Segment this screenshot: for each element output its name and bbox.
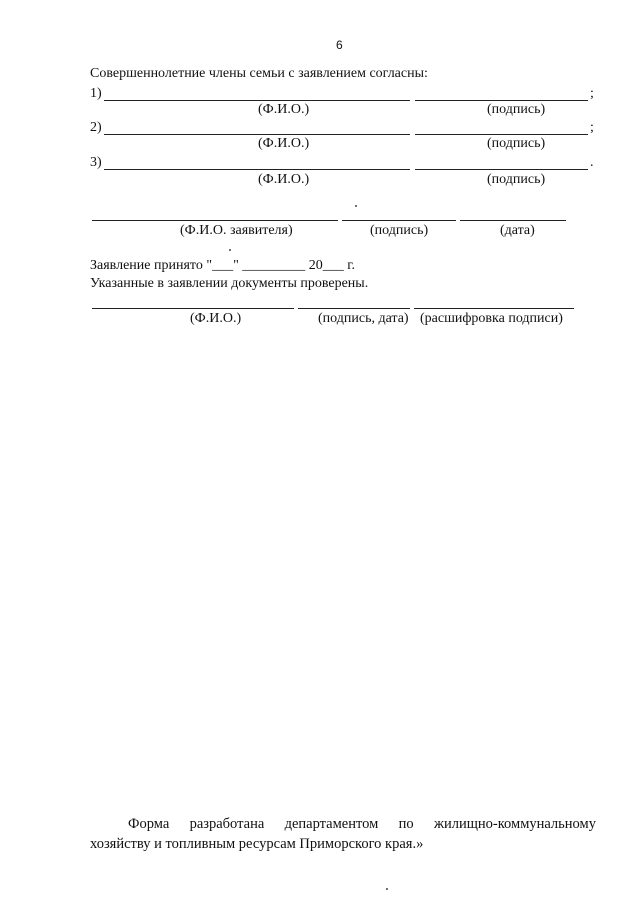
form-author-note-line-2: хозяйству и топливным ресурсам Приморского края.»: [90, 836, 424, 852]
scan-speck: [386, 888, 388, 890]
acceptor-signature-date-caption: (подпись, дата): [318, 311, 409, 326]
received-month-field[interactable]: _________: [242, 258, 306, 273]
acceptor-decoding-line[interactable]: [414, 308, 574, 309]
family-row-1-fio-line[interactable]: [104, 100, 410, 101]
family-row-2-fio-caption: (Ф.И.О.): [258, 136, 310, 151]
applicant-signature-line[interactable]: [342, 220, 456, 221]
family-row-3-fio-caption: (Ф.И.О.): [258, 172, 310, 187]
acceptor-signature-date-line[interactable]: [298, 308, 410, 309]
family-row-3-signature-line[interactable]: [415, 169, 588, 170]
received-day-field[interactable]: ___: [212, 258, 234, 273]
note-word: Форма: [128, 816, 170, 832]
scan-speck: [355, 205, 357, 207]
family-row-1-signature-caption: (подпись): [487, 102, 546, 117]
scan-speck: [229, 249, 231, 251]
family-row-1-signature-line[interactable]: [415, 100, 588, 101]
family-row-3-signature-caption: (подпись): [487, 172, 546, 187]
applicant-date-line[interactable]: [460, 220, 566, 221]
received-mid: ": [233, 258, 243, 273]
family-row-1-number: 1): [90, 86, 102, 101]
received-prefix: Заявление принято ": [90, 258, 213, 273]
applicant-fio-caption: (Ф.И.О. заявителя): [180, 223, 293, 238]
acceptor-fio-line[interactable]: [92, 308, 294, 309]
family-row-1-fio-caption: (Ф.И.О.): [258, 102, 310, 117]
applicant-signature-caption: (подпись): [370, 223, 429, 238]
note-word: департаментом: [284, 816, 379, 832]
family-row-2-number: 2): [90, 120, 102, 135]
family-row-3-fio-line[interactable]: [104, 169, 410, 170]
family-consent-heading: Совершеннолетние члены семьи с заявлением согласны:: [90, 66, 428, 81]
received-suffix: г.: [343, 258, 355, 273]
note-word: жилищно-коммунальному: [433, 816, 596, 832]
family-row-1-end-mark: ;: [590, 86, 594, 101]
note-word: по: [398, 816, 414, 832]
acceptor-fio-caption: (Ф.И.О.): [190, 311, 242, 326]
note-word: разработана: [189, 816, 265, 832]
family-row-2-signature-caption: (подпись): [487, 136, 546, 151]
family-row-2-signature-line[interactable]: [415, 134, 588, 135]
applicant-date-caption: (дата): [500, 223, 535, 238]
family-row-3-end-mark: .: [590, 155, 594, 170]
documents-checked-text: Указанные в заявлении документы проверены.: [90, 276, 369, 291]
page-number: 6: [336, 38, 343, 52]
family-row-3-number: 3): [90, 155, 102, 170]
application-received-line: [90, 258, 355, 274]
received-year-prefix: 20: [305, 258, 323, 273]
acceptor-decoding-caption: (расшифровка подписи): [420, 311, 563, 326]
form-author-note-line-1: [90, 814, 596, 834]
applicant-fio-line[interactable]: [92, 220, 338, 221]
family-row-2-fio-line[interactable]: [104, 134, 410, 135]
form-author-note: [90, 814, 596, 854]
received-year-field[interactable]: ___: [322, 258, 344, 273]
family-row-2-end-mark: ;: [590, 120, 594, 135]
